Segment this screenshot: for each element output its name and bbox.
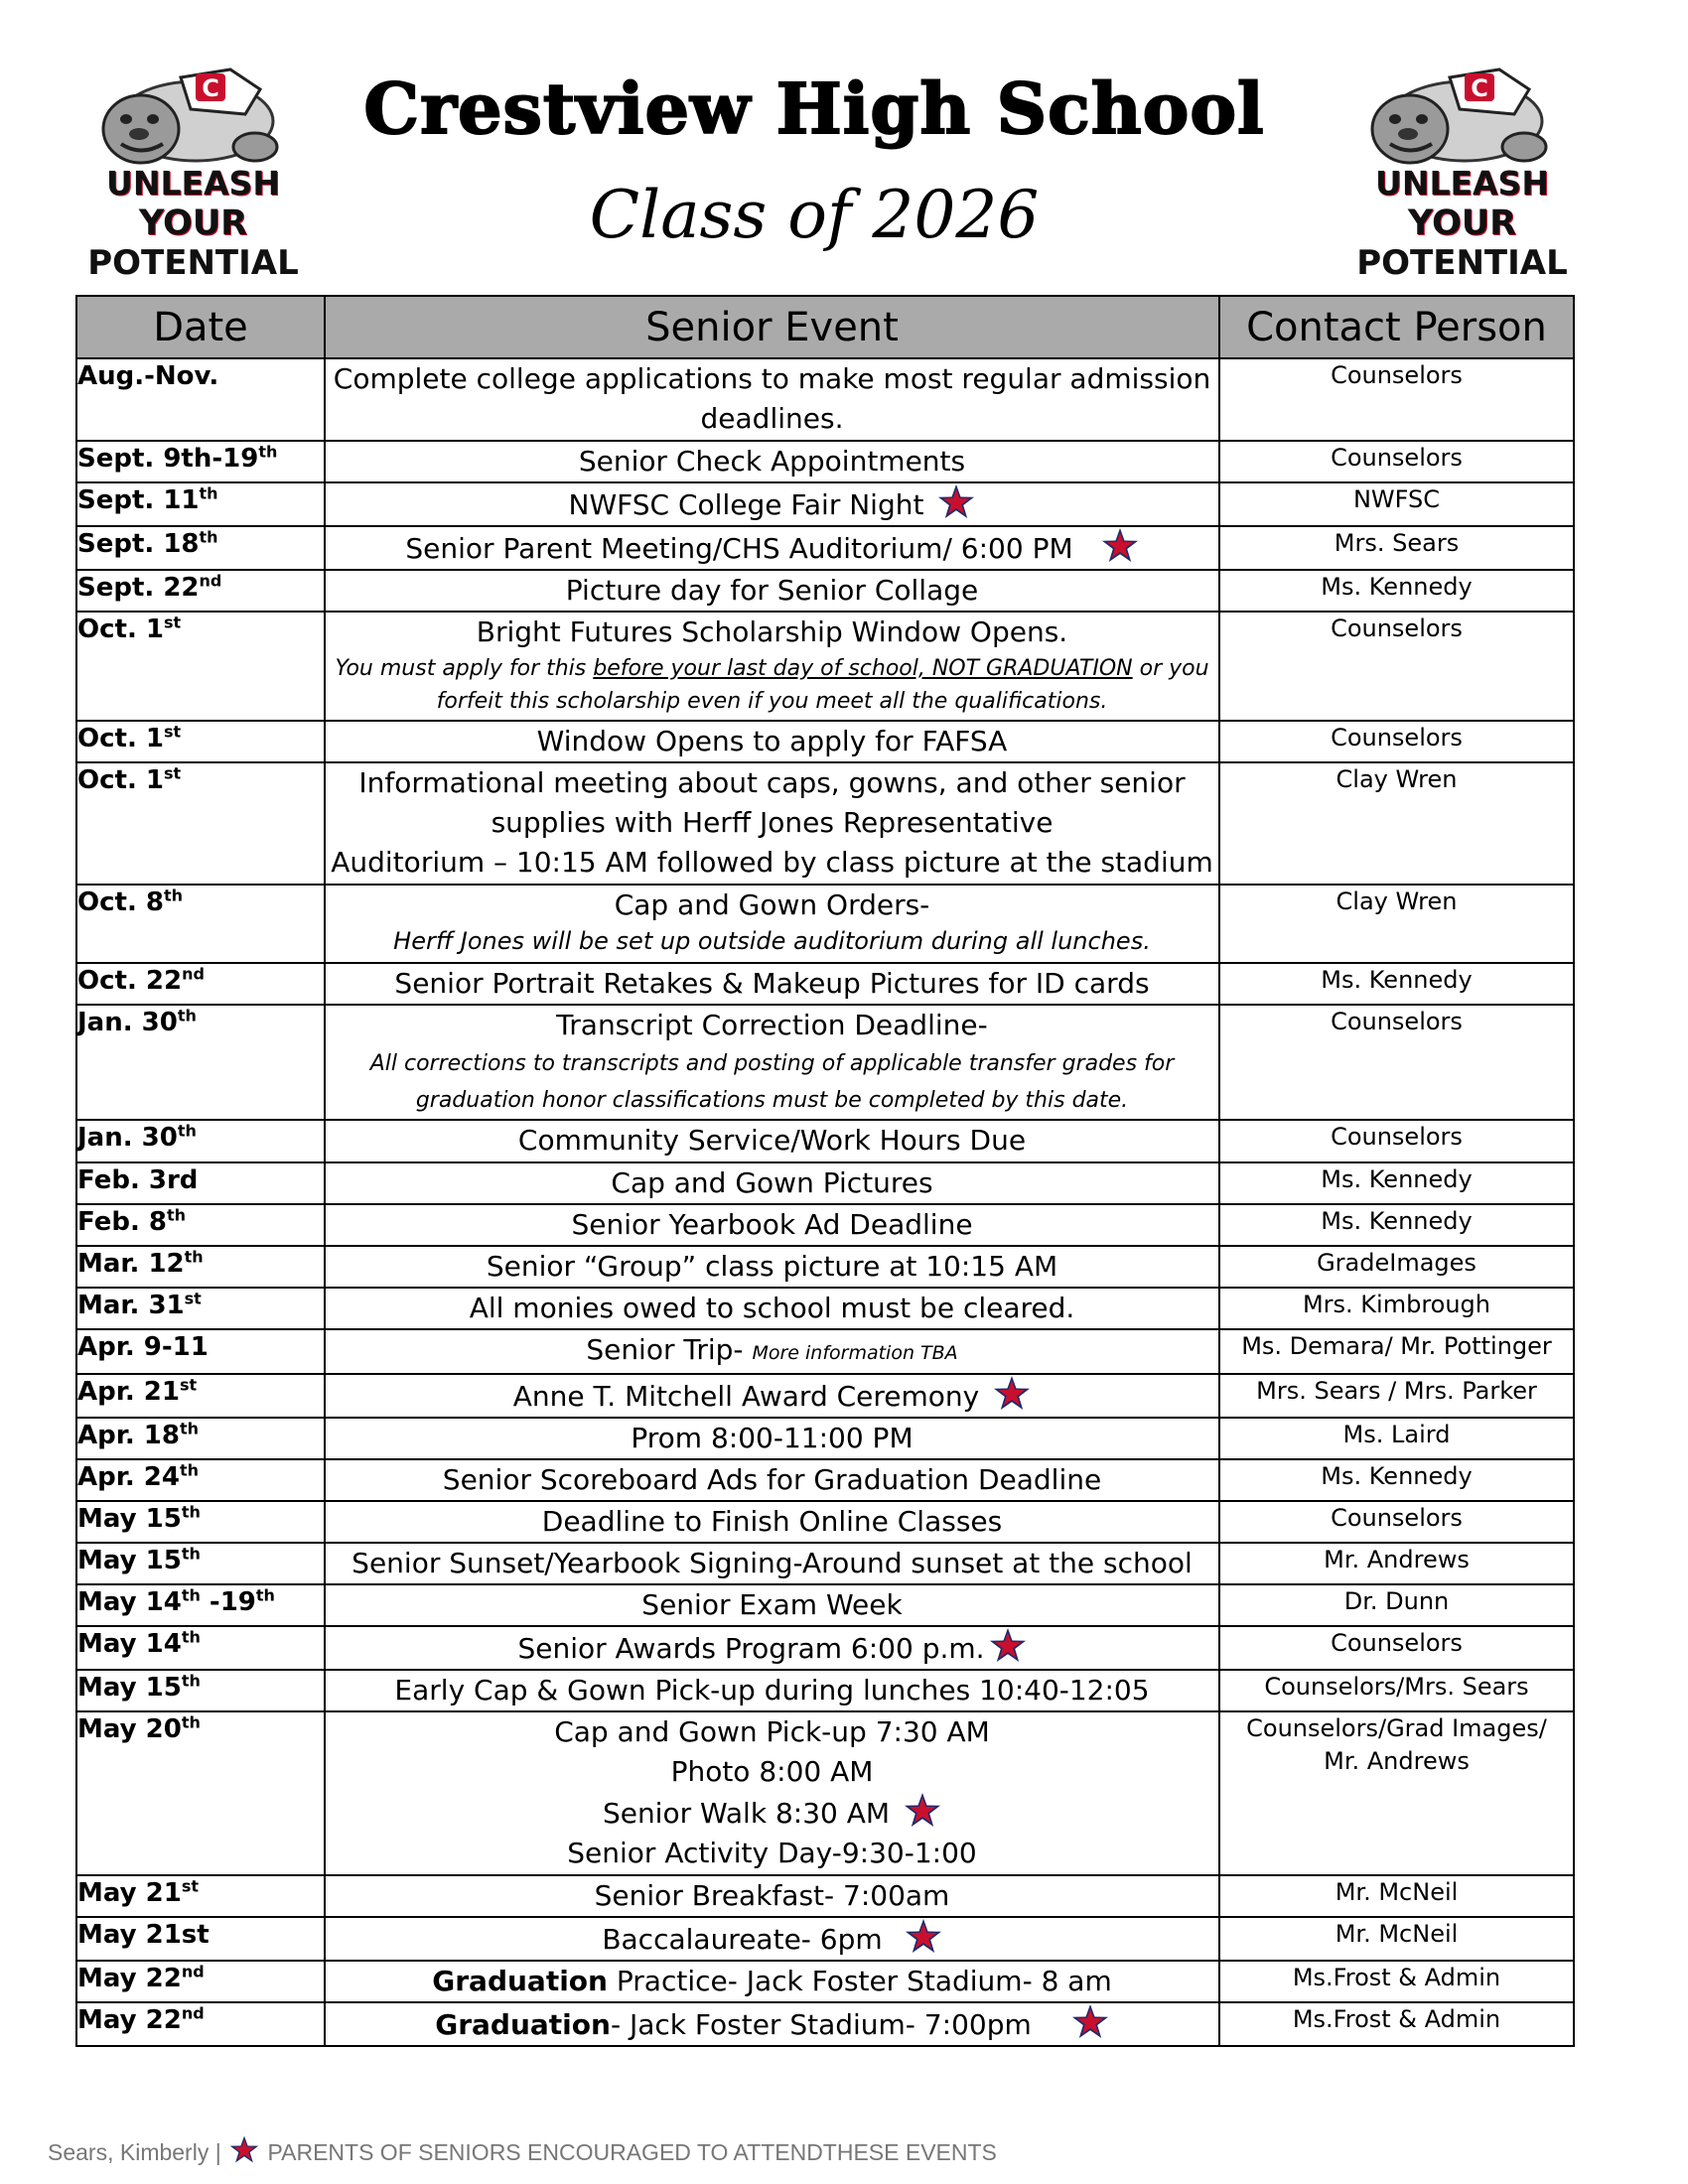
table-row <box>76 1204 1574 1246</box>
page-footer <box>48 2134 997 2166</box>
event-description: Graduation- Jack Foster Stadium- 7:00pm <box>325 2002 1219 2046</box>
table-row <box>76 1246 1574 1288</box>
event-contact: Ms. Laird <box>1219 1418 1574 1459</box>
event-contact: NWFSC <box>1219 482 1574 526</box>
senior-events-table <box>75 295 1575 2047</box>
event-date: Sept. 11th <box>76 482 325 526</box>
event-date: Sept. 18th <box>76 526 325 570</box>
event-contact: Mr. McNeil <box>1219 1917 1574 1961</box>
slogan-line: POTENTIAL <box>1356 243 1568 283</box>
table-row <box>76 1418 1574 1459</box>
column-header-date: Date <box>76 296 325 358</box>
event-description: Senior Check Appointments <box>325 441 1219 482</box>
event-contact: Clay Wren <box>1219 885 1574 963</box>
table-row <box>76 612 1574 721</box>
table-row <box>76 1543 1574 1584</box>
slogan-line: POTENTIAL <box>87 243 299 283</box>
table-row <box>76 1917 1574 1961</box>
table-row <box>76 441 1574 482</box>
table-row <box>76 1670 1574 1711</box>
event-description: Senior Sunset/Yearbook Signing-Around sunset at the school <box>325 1543 1219 1584</box>
event-description: All monies owed to school must be cleared. <box>325 1288 1219 1329</box>
event-contact: Ms.Frost & Admin <box>1219 1961 1574 2002</box>
table-row <box>76 885 1574 963</box>
event-date: May 15th <box>76 1543 325 1584</box>
table-row <box>76 358 1574 441</box>
event-contact: Ms.Frost & Admin <box>1219 2002 1574 2046</box>
event-contact: Counselors <box>1219 1005 1574 1120</box>
event-contact: Ms. Kennedy <box>1219 1459 1574 1501</box>
parents-encouraged-star-icon <box>993 1375 1031 1411</box>
event-description: Senior “Group” class picture at 10:15 AM <box>325 1246 1219 1288</box>
table-row <box>76 1626 1574 1670</box>
event-line: Photo 8:00 AM <box>670 1755 874 1788</box>
event-contact: Ms. Kennedy <box>1219 1204 1574 1246</box>
table-row <box>76 1711 1574 1875</box>
event-line: Senior Activity Day-9:30-1:00 <box>567 1837 977 1869</box>
event-date: Oct. 8th <box>76 885 325 963</box>
event-note: You must apply for this before your last day of school, NOT GRADUATION or you forfeit this scholarship even if you meet all the qualifications. <box>335 656 1209 714</box>
event-contact: Counselors <box>1219 441 1574 482</box>
school-title: Crestview High School <box>363 68 1265 150</box>
event-contact: Dr. Dunn <box>1219 1584 1574 1626</box>
event-date: Aug.-Nov. <box>76 358 325 441</box>
event-contact: Counselors <box>1219 721 1574 762</box>
event-note: Herff Jones will be set up outside auditorium during all lunches. <box>393 927 1151 955</box>
event-contact: Clay Wren <box>1219 762 1574 885</box>
event-line: Auditorium – 10:15 AM followed by class picture at the stadium <box>331 846 1213 879</box>
school-logo-right <box>1340 60 1584 293</box>
event-description <box>325 1005 1219 1120</box>
table-row <box>76 1584 1574 1626</box>
event-date: May 14th -19th <box>76 1584 325 1626</box>
slogan-line: YOUR <box>138 204 248 243</box>
event-contact: Ms. Kennedy <box>1219 963 1574 1005</box>
event-date: May 20th <box>76 1711 325 1875</box>
parents-encouraged-star-icon <box>937 483 975 519</box>
event-description: Community Service/Work Hours Due <box>325 1120 1219 1162</box>
event-description: Cap and Gown Pictures <box>325 1162 1219 1204</box>
event-description: Graduation Practice- Jack Foster Stadium- 8 am <box>325 1961 1219 2002</box>
event-date: May 21st <box>76 1875 325 1917</box>
table-row <box>76 1005 1574 1120</box>
table-row <box>76 1875 1574 1917</box>
event-date: May 15th <box>76 1501 325 1543</box>
svg-text:C: C <box>1471 74 1488 102</box>
bulldog-mascot-icon <box>1340 60 1584 169</box>
event-contact: Mrs. Sears / Mrs. Parker <box>1219 1374 1574 1418</box>
event-contact: Counselors <box>1219 358 1574 441</box>
parents-encouraged-star-icon <box>1101 527 1139 563</box>
event-contact: Counselors/Mrs. Sears <box>1219 1670 1574 1711</box>
event-contact: Mrs. Kimbrough <box>1219 1288 1574 1329</box>
event-contact: Counselors <box>1219 1626 1574 1670</box>
event-description: Senior Exam Week <box>325 1584 1219 1626</box>
event-date: Jan. 30th <box>76 1120 325 1162</box>
table-row <box>76 1162 1574 1204</box>
event-date: Feb. 8th <box>76 1204 325 1246</box>
event-date: Oct. 22nd <box>76 963 325 1005</box>
event-date: Jan. 30th <box>76 1005 325 1120</box>
event-description: Early Cap & Gown Pick-up during lunches 10:40-12:05 <box>325 1670 1219 1711</box>
event-description <box>325 762 1219 885</box>
footer-legend: PARENTS OF SENIORS ENCOURAGED TO ATTENDTHESE EVENTS <box>267 2139 997 2165</box>
event-description: Senior Scoreboard Ads for Graduation Deadline <box>325 1459 1219 1501</box>
event-date: Apr. 18th <box>76 1418 325 1459</box>
event-note: All corrections to transcripts and posting of applicable transfer grades for graduation honor classifications must be completed by this date. <box>369 1051 1175 1113</box>
event-description: Complete college applications to make most regular admission deadlines. <box>325 358 1219 441</box>
event-description: Senior Breakfast- 7:00am <box>325 1875 1219 1917</box>
event-description: Prom 8:00-11:00 PM <box>325 1418 1219 1459</box>
slogan-line: YOUR <box>1407 204 1517 243</box>
table-row <box>76 1329 1574 1374</box>
footer-author: Sears, Kimberly | <box>48 2139 221 2165</box>
event-contact: Counselors <box>1219 1501 1574 1543</box>
table-row <box>76 963 1574 1005</box>
event-contact: Ms. Kennedy <box>1219 570 1574 612</box>
event-title: Cap and Gown Orders- <box>614 888 930 921</box>
school-logo-left <box>71 60 315 293</box>
event-description: Picture day for Senior Collage <box>325 570 1219 612</box>
table-row <box>76 2002 1574 2046</box>
table-row <box>76 762 1574 885</box>
table-row <box>76 526 1574 570</box>
table-row <box>76 1374 1574 1418</box>
event-date: Sept. 22nd <box>76 570 325 612</box>
parents-encouraged-star-icon <box>1071 2003 1109 2039</box>
event-description: Senior Parent Meeting/CHS Auditorium/ 6:00 PM <box>325 526 1219 570</box>
event-description: Senior Awards Program 6:00 p.m. <box>325 1626 1219 1670</box>
event-date: May 22nd <box>76 2002 325 2046</box>
event-date: Mar. 31st <box>76 1288 325 1329</box>
event-description: Anne T. Mitchell Award Ceremony <box>325 1374 1219 1418</box>
event-description: NWFSC College Fair Night <box>325 482 1219 526</box>
event-contact: Counselors/Grad Images/ Mr. Andrews <box>1219 1711 1574 1875</box>
event-title: Informational meeting about caps, gowns, and other senior supplies with Herff Jones Representative <box>358 766 1186 839</box>
column-header-contact: Contact Person <box>1219 296 1574 358</box>
table-row <box>76 721 1574 762</box>
event-date: Apr. 9-11 <box>76 1329 325 1374</box>
event-date: May 21st <box>76 1917 325 1961</box>
event-description: Window Opens to apply for FAFSA <box>325 721 1219 762</box>
event-description <box>325 612 1219 721</box>
event-date: Sept. 9th-19th <box>76 441 325 482</box>
parents-encouraged-star-icon <box>905 1918 942 1954</box>
slogan <box>1340 164 1584 283</box>
event-line: Senior Walk 8:30 AM <box>326 1792 1218 1834</box>
legend-star-icon <box>229 2134 259 2164</box>
event-description: Senior Yearbook Ad Deadline <box>325 1204 1219 1246</box>
event-date: Oct. 1st <box>76 762 325 885</box>
event-description <box>325 885 1219 963</box>
parents-encouraged-star-icon <box>904 1792 941 1828</box>
event-date: May 14th <box>76 1626 325 1670</box>
table-row <box>76 570 1574 612</box>
event-description: Senior Trip- More information TBA <box>325 1329 1219 1374</box>
event-contact: Ms. Kennedy <box>1219 1162 1574 1204</box>
class-title: Class of 2026 <box>589 177 1040 253</box>
table-header-row <box>76 296 1574 358</box>
event-date: Feb. 3rd <box>76 1162 325 1204</box>
event-contact: Mr. McNeil <box>1219 1875 1574 1917</box>
event-date: May 22nd <box>76 1961 325 2002</box>
column-header-event: Senior Event <box>325 296 1219 358</box>
event-contact: Ms. Demara/ Mr. Pottinger <box>1219 1329 1574 1374</box>
event-description: Senior Portrait Retakes & Makeup Pictures for ID cards <box>325 963 1219 1005</box>
event-contact: Mrs. Sears <box>1219 526 1574 570</box>
slogan-line: UNLEASH <box>1375 164 1549 203</box>
event-contact: Mr. Andrews <box>1219 1543 1574 1584</box>
event-line: Cap and Gown Pick-up 7:30 AM <box>554 1715 990 1748</box>
table-row <box>76 1459 1574 1501</box>
event-title: Bright Futures Scholarship Window Opens. <box>476 615 1068 648</box>
parents-encouraged-star-icon <box>989 1627 1027 1663</box>
event-date: Oct. 1st <box>76 612 325 721</box>
table-row <box>76 482 1574 526</box>
event-date: May 15th <box>76 1670 325 1711</box>
event-title: Transcript Correction Deadline- <box>556 1009 988 1041</box>
event-contact: Counselors <box>1219 612 1574 721</box>
table-row <box>76 1120 1574 1162</box>
event-contact: Counselors <box>1219 1120 1574 1162</box>
event-date: Apr. 21st <box>76 1374 325 1418</box>
event-description: Baccalaureate- 6pm <box>325 1917 1219 1961</box>
bulldog-mascot-icon <box>71 60 315 169</box>
event-contact: GradeImages <box>1219 1246 1574 1288</box>
table-row <box>76 1288 1574 1329</box>
event-date: Apr. 24th <box>76 1459 325 1501</box>
table-row <box>76 1501 1574 1543</box>
svg-text:C: C <box>202 74 219 102</box>
slogan-line: UNLEASH <box>106 164 280 203</box>
table-row <box>76 1961 1574 2002</box>
event-date: Oct. 1st <box>76 721 325 762</box>
event-description: Deadline to Finish Online Classes <box>325 1501 1219 1543</box>
event-description <box>325 1711 1219 1875</box>
slogan <box>71 164 315 283</box>
event-date: Mar. 12th <box>76 1246 325 1288</box>
